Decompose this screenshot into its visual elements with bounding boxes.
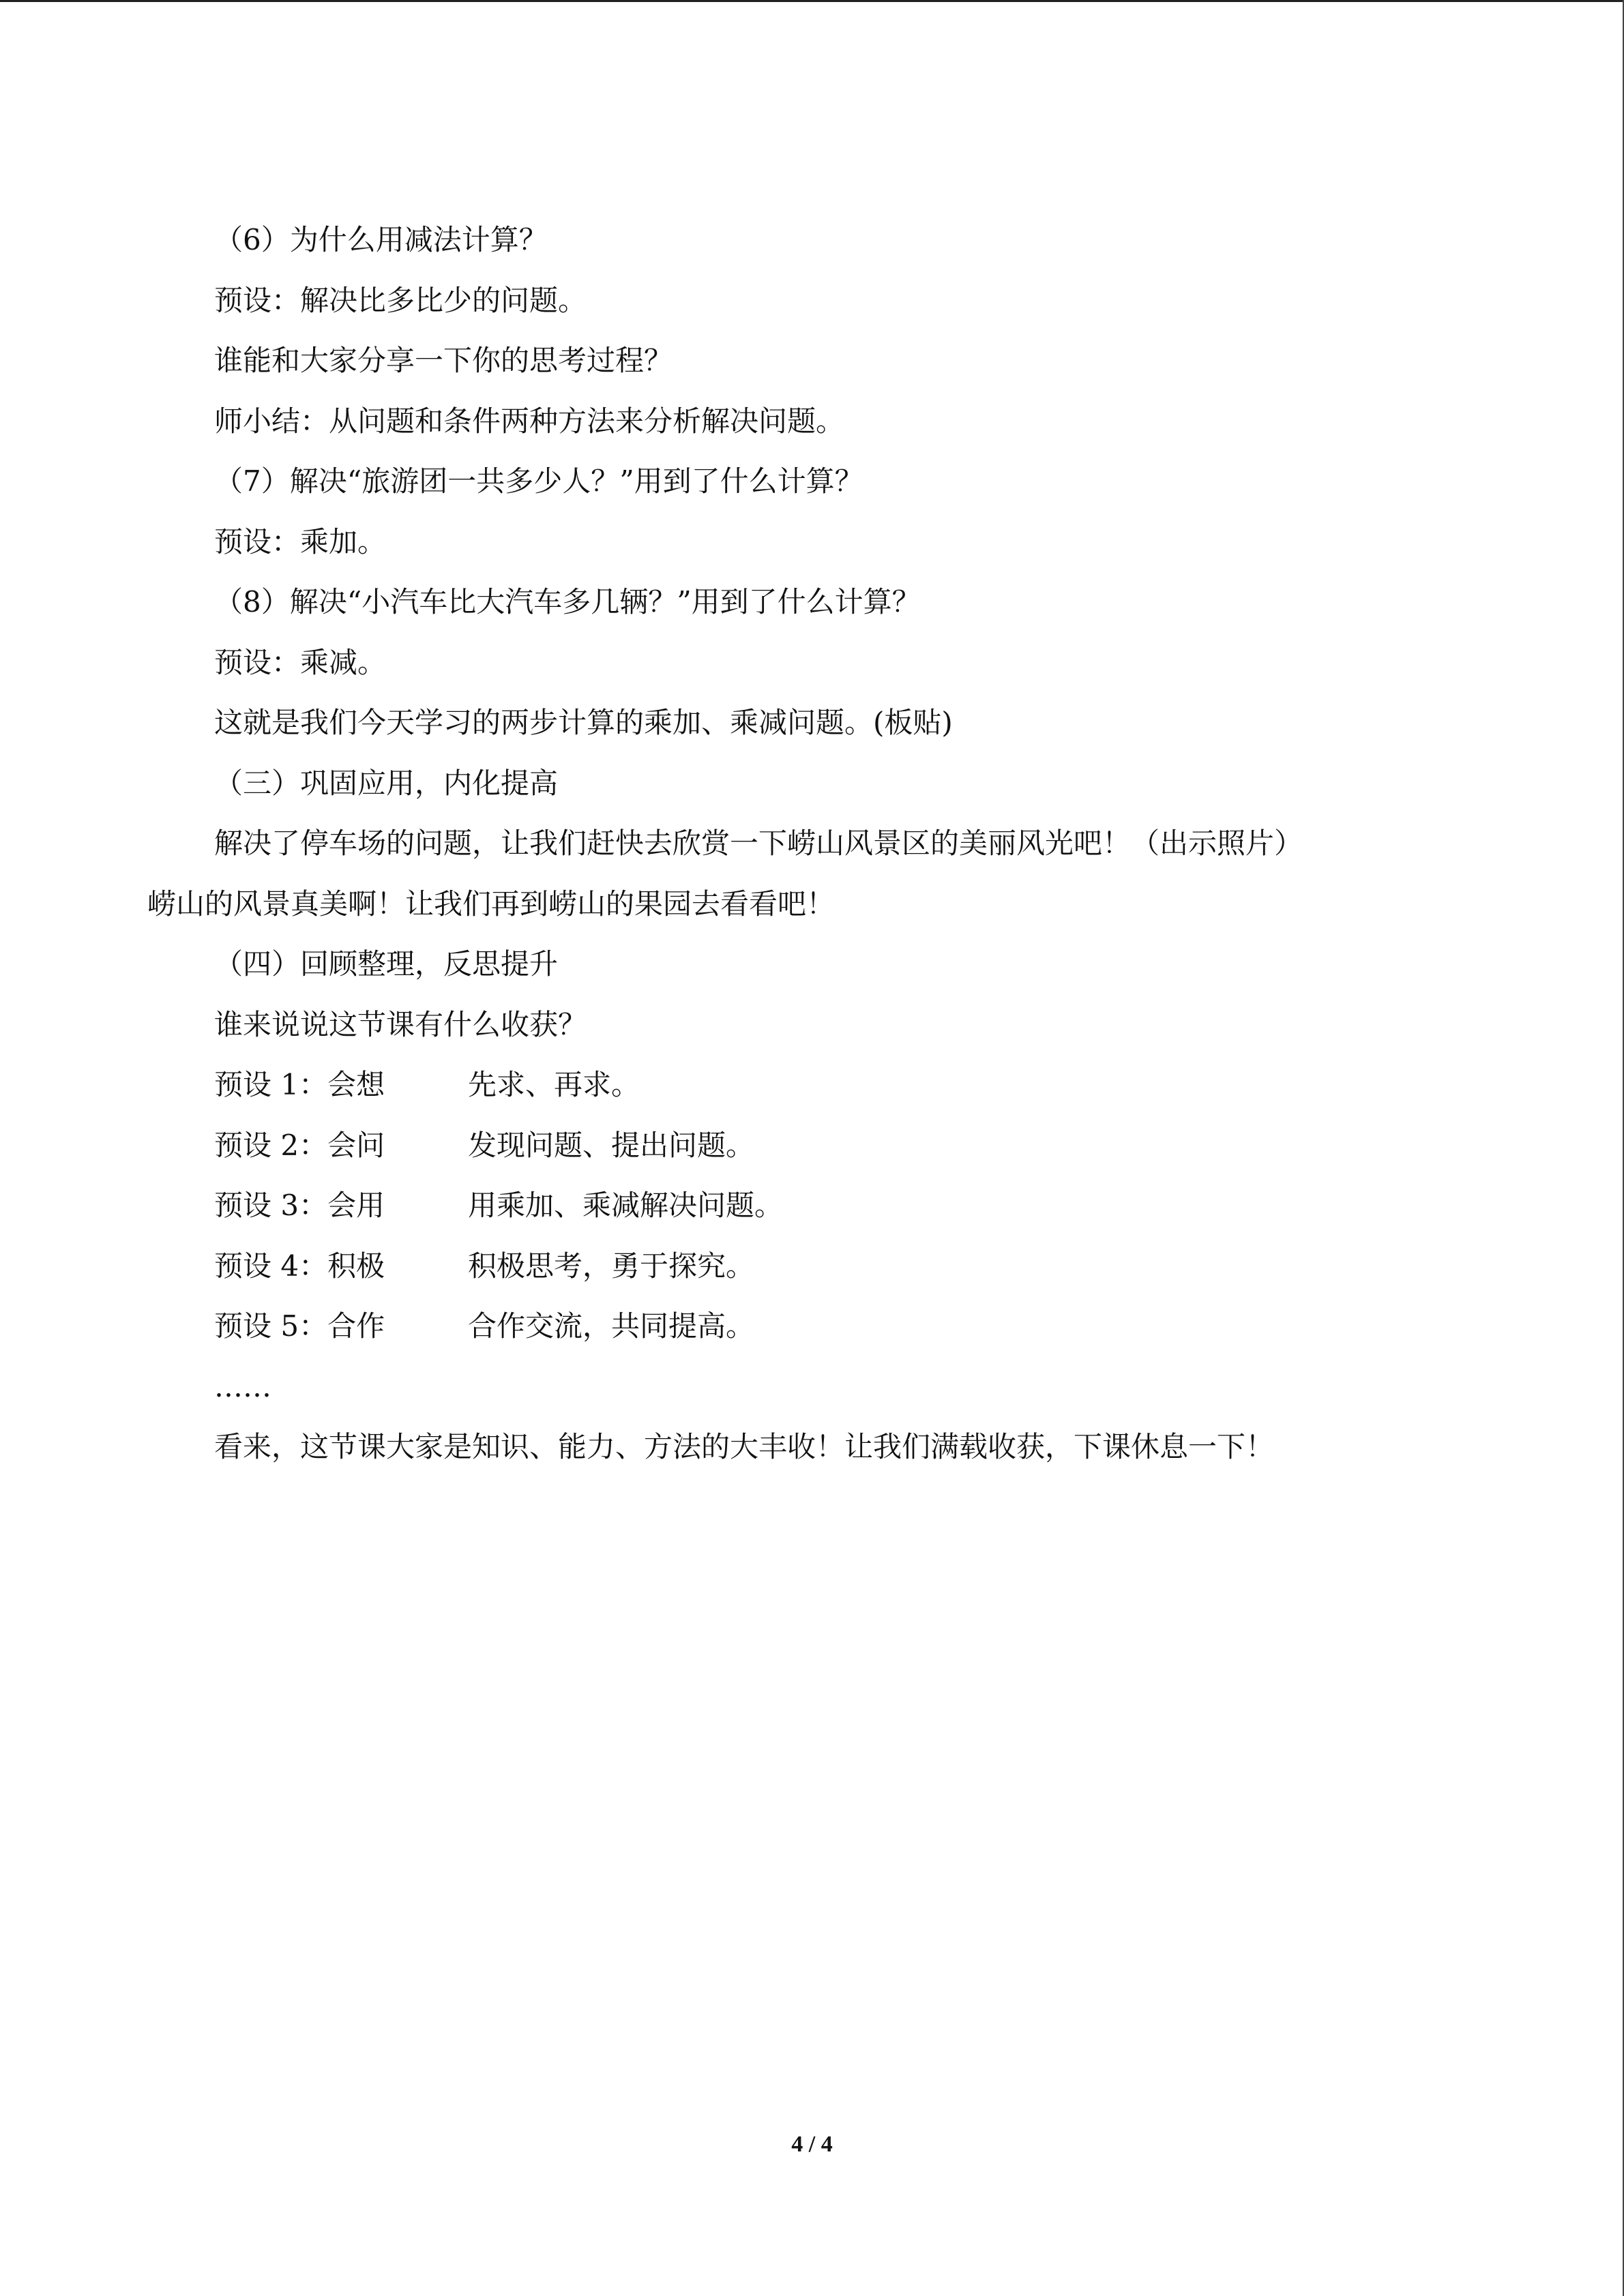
ellipsis: …… (214, 1369, 271, 1403)
question-8: （8）解决“小汽车比大汽车多几辆？”用到了什么计算？ (214, 585, 921, 618)
page-number: 4 / 4 (791, 2132, 833, 2157)
preset-label: 预设 5：合作 (214, 1309, 385, 1343)
preset-detail: 先求、再求。 (468, 1068, 640, 1101)
section-heading-4: （四）回顾整理，反思提升 (214, 947, 559, 981)
teacher-summary: 师小结：从问题和条件两种方法来分析解决问题。 (214, 404, 845, 438)
preset-row-4 (147, 1236, 1464, 1297)
preset-row-5 (147, 1296, 1464, 1357)
paragraph-scenery: 解决了停车场的问题，让我们赶快去欣赏一下崂山风景区的美丽风光吧！（出示照片） (214, 826, 1303, 860)
document-body (147, 210, 1464, 1478)
preset-label: 预设 2：会问 (214, 1128, 385, 1162)
preset-detail: 积极思考，勇于探究。 (468, 1249, 755, 1283)
preset-label: 预设 3：会用 (214, 1189, 385, 1222)
section-heading-3: （三）巩固应用，内化提高 (214, 766, 559, 800)
harvest-question: 谁来说说这节课有什么收获？ (214, 1007, 587, 1041)
preset-answer-8: 预设：乘减。 (214, 645, 387, 679)
preset-label: 预设 1：会想 (214, 1068, 385, 1101)
top-border-line (0, 0, 1624, 2)
lesson-topic-statement: 这就是我们今天学习的两步计算的乘加、乘减问题。(板贴) (214, 706, 953, 739)
question-6: （6）为什么用减法计算？ (214, 223, 548, 256)
preset-row-2 (147, 1116, 1464, 1176)
paragraph-scenery-continued: 崂山的风景真美啊！让我们再到崂山的果园去看看吧！ (147, 886, 836, 921)
preset-detail: 发现问题、提出问题。 (468, 1128, 755, 1162)
preset-answer-6: 预设：解决比多比少的问题。 (214, 283, 587, 317)
closing-remark: 看来，这节课大家是知识、能力、方法的大丰收！让我们满载收获，下课休息一下！ (214, 1430, 1275, 1463)
preset-detail: 合作交流，共同提高。 (468, 1309, 755, 1343)
preset-answer-7: 预设：乘加。 (214, 524, 387, 558)
preset-label: 预设 4：积极 (214, 1249, 385, 1283)
preset-row-3 (147, 1176, 1464, 1236)
preset-detail: 用乘加、乘减解决问题。 (468, 1189, 784, 1222)
question-7: （7）解决“旅游团一共多少人？”用到了什么计算？ (214, 464, 863, 498)
preset-row-1 (147, 1055, 1464, 1116)
share-thinking-prompt: 谁能和大家分享一下你的思考过程？ (214, 344, 673, 377)
